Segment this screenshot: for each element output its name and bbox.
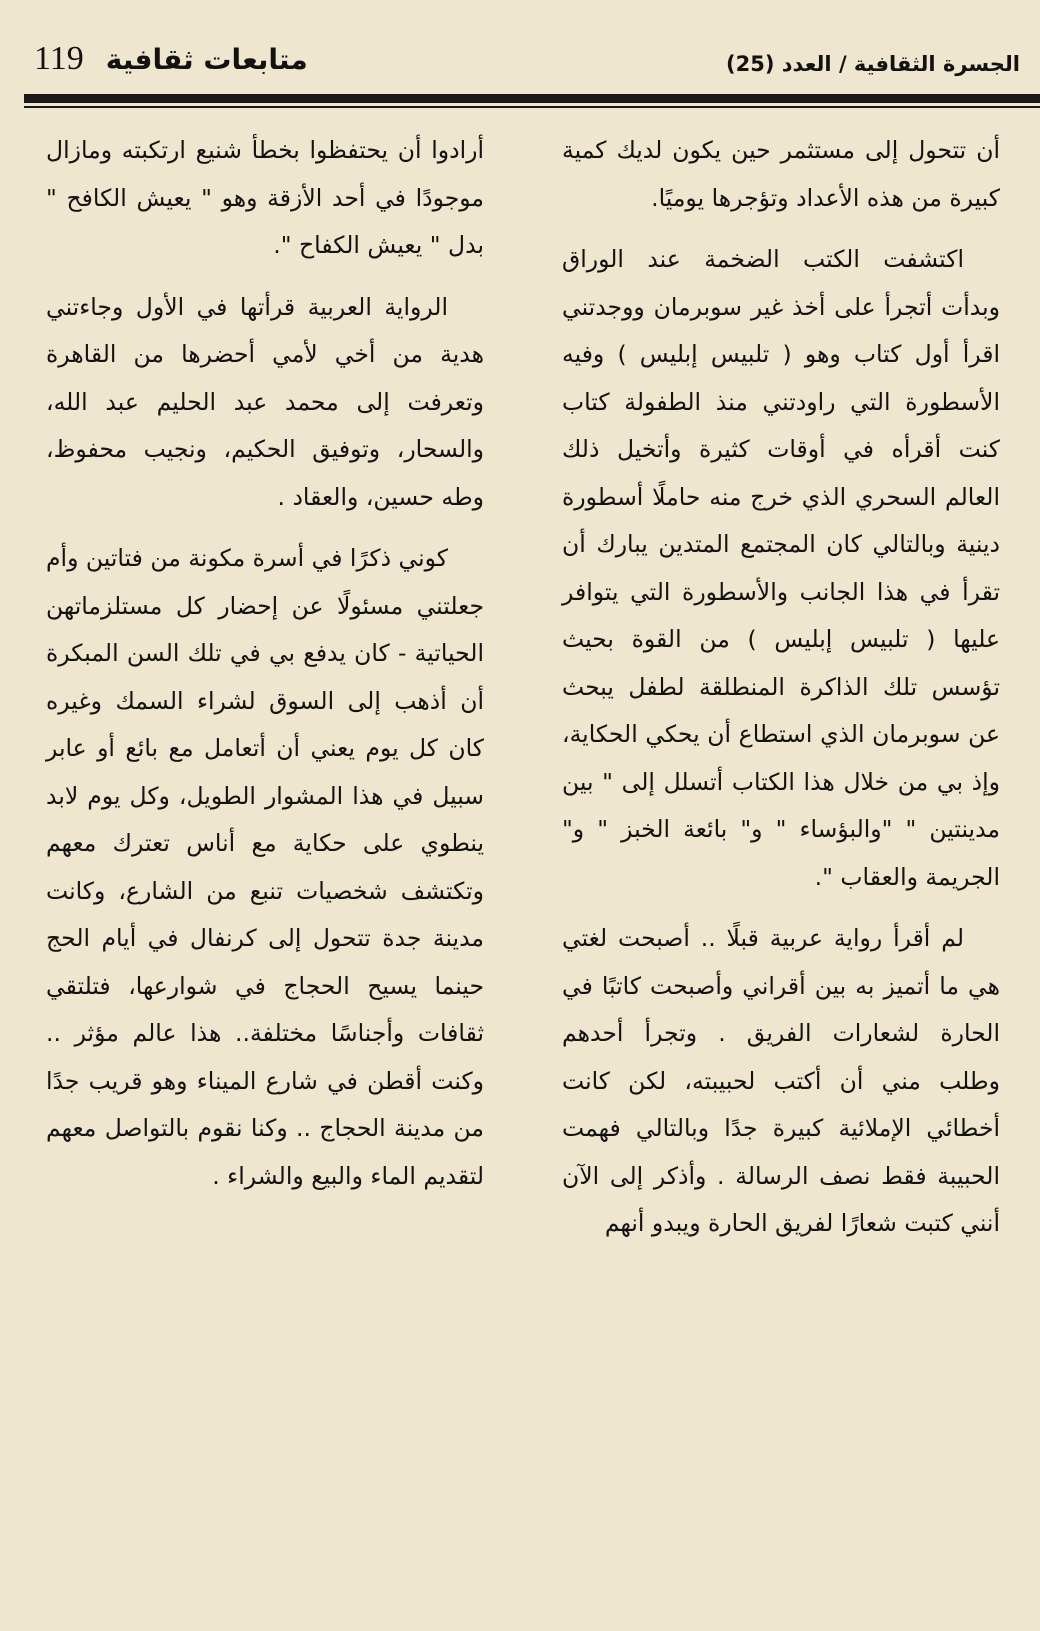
header-left	[34, 40, 308, 78]
header-rule-thick	[24, 94, 1040, 103]
paragraph: اكتشفت الكتب الضخمة عند الوراق وبدأت أتجرأ على أخذ غير سوبرمان ووجدتني اقرأ أول كتاب وهو ( تلبيس إبليس ) وفيه الأسطورة التي راودتني منذ الطفولة كتاب كنت أقرأه في أوقات كثيرة وأتخيل ذلك العالم السحري الذي خرج منه حاملًا أسطورة دينية وبالتالي كان المجتمع المتدين يبارك أن تقرأ في هذا الجانب والأسطورة التي يتوافر عليها ( تلبيس إبليس ) من القوة بحيث تؤسس تلك الذاكرة المنطلقة لطفل يبحث عن سوبرمان الذي استطاع أن يحكي الحكاية، وإذ بي من خلال هذا الكتاب أتسلل إلى " بين مدينتين " "والبؤساء " و" بائعة الخبز " و" الجريمة والعقاب ".	[562, 245, 1000, 891]
header-rule-thin	[24, 106, 1040, 108]
paragraph: الرواية العربية قرأتها في الأول وجاءتني هدية من أخي لأمي أحضرها من القاهرة وتعرفت إلى محمد عبد الحليم عبد الله، والسحار، وتوفيق الحكيم، ونجيب محفوظ، وطه حسين، والعقاد .	[46, 292, 484, 511]
page-number: 119	[34, 40, 84, 77]
paragraph: كوني ذكرًا في أسرة مكونة من فتاتين وأم جعلتني مسئولًا عن إحضار كل مستلزماتهن الحياتية - كان يدفع بي في تلك السن المبكرة أن أذهب إلى السوق لشراء السمك وغيره كان كل يوم يعني أن أتعامل مع بائع أو عابر سبيل في هذا المشوار الطويل، وكل يوم لابد ينطوي على حكاية مع أناس تعترك معهم وتكتشف شخصيات تنبع من الشارع، وكانت مدينة جدة تتحول إلى كرنفال في أيام الحج حينما يسيح الحجاج في شوارعها، فتلتقي ثقافات وأجناسًا مختلفة.. هذا عالم مؤثر .. وكنت أقطن في شارع الميناء وهو قريب جدًا من مدينة الحجاج .. وكنا نقوم بالتواصل معهم لتقديم الماء والبيع والشراء .	[46, 544, 484, 1190]
paragraph: أرادوا أن يحتفظوا بخطأ شنيع ارتكبته ومازال موجودًا في أحد الأزقة وهو " يعيش الكافح " بدل " يعيش الكفاح ".	[46, 136, 484, 259]
paragraph: لم أقرأ رواية عربية قبلًا .. أصبحت لغتي هي ما أتميز به بين أقراني وأصبحت كاتبًا في الحارة لشعارات الفريق . وتجرأ أحدهم وطلب مني أن أكتب لحبيبته، لكن كانت أخطائي الإملائية كبيرة جدًا وبالتالي فهمت الحبيبة فقط نصف الرسالة . وأذكر إلى الآن أنني كتبت شعارًا لفريق الحارة ويبدو أنهم	[562, 924, 1000, 1237]
text-column-right	[562, 127, 1000, 1248]
page-header	[24, 40, 1020, 90]
issue-label: الجسرة الثقافية / العدد (25)	[726, 52, 1020, 76]
paragraph: أن تتحول إلى مستثمر حين يكون لديك كمية كبيرة من هذه الأعداد وتؤجرها يوميًا.	[562, 136, 1000, 212]
text-column-left	[46, 127, 484, 1200]
section-title: متابعات ثقافية	[105, 42, 308, 76]
